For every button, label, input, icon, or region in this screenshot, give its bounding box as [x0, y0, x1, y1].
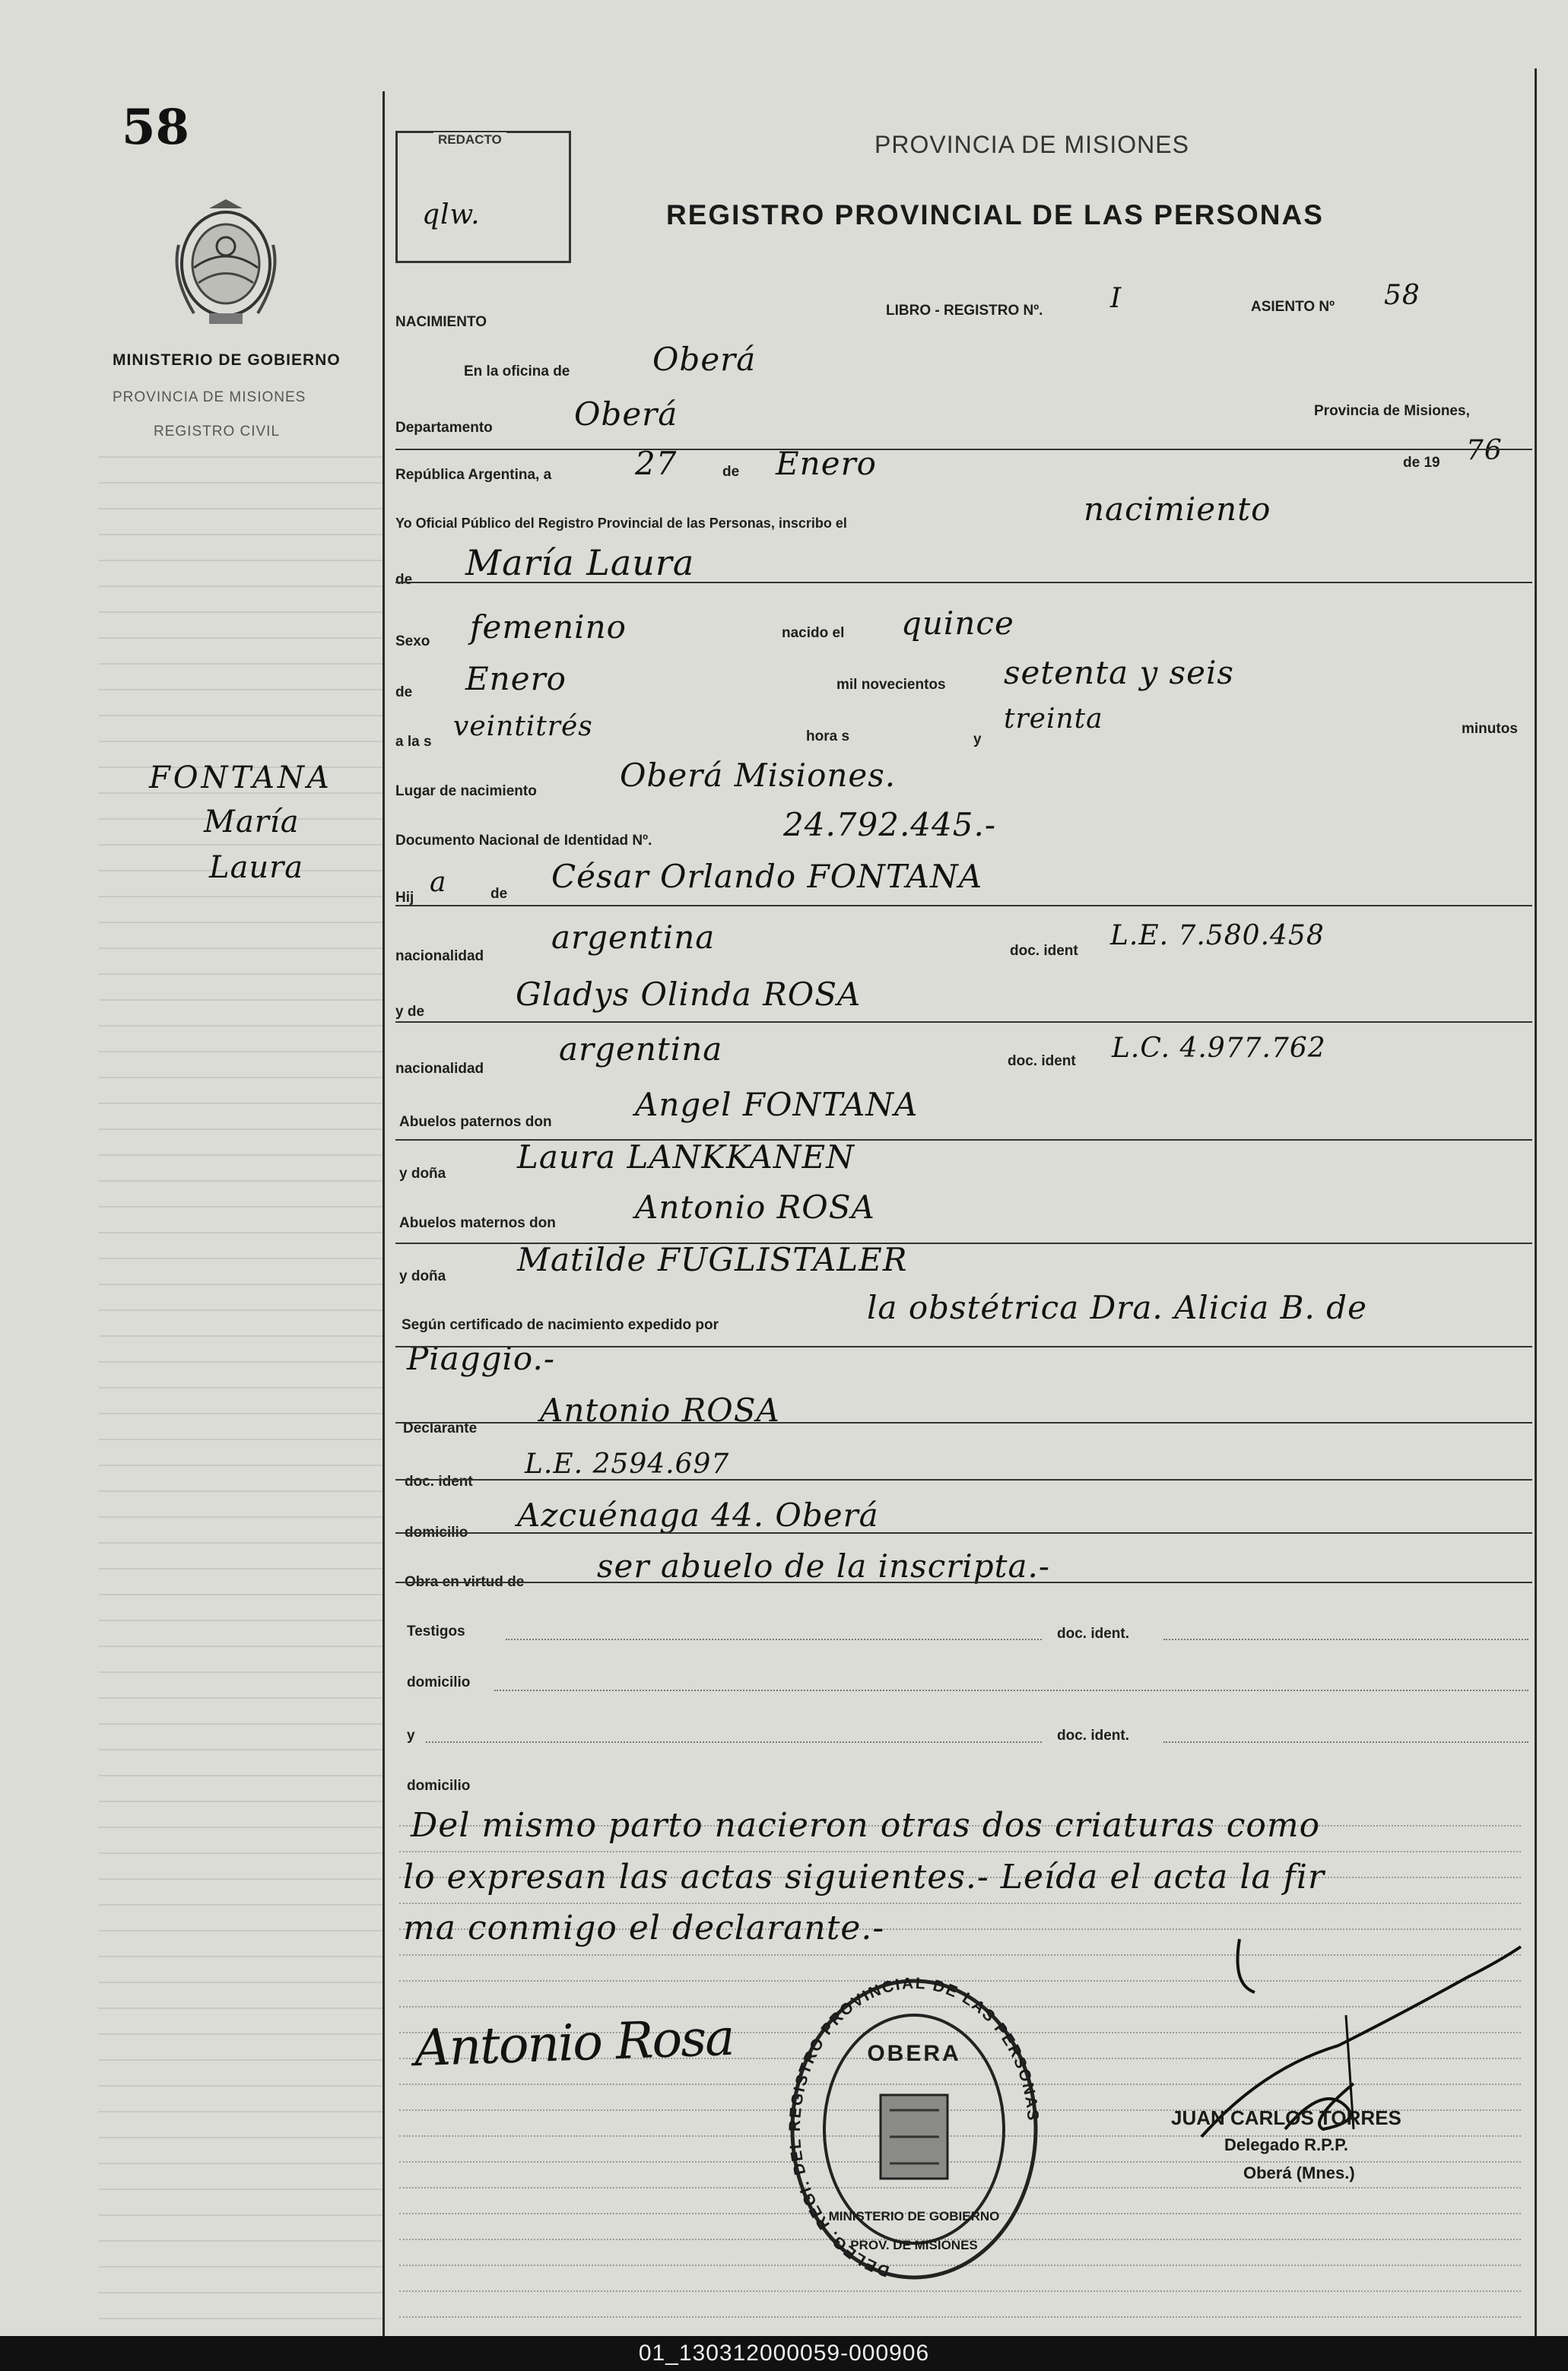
domicilio-label-2: domicilio [407, 1674, 471, 1690]
departamento-label: Departamento [395, 420, 493, 436]
abuelo-paterno-value: Angel FONTANA [635, 1086, 919, 1123]
doc-ident-label-4: doc. ident. [1057, 1728, 1129, 1744]
field-underline [395, 582, 1532, 583]
margin-note-surname: FONTANA [149, 760, 332, 795]
margin-rule [99, 1956, 384, 1957]
coat-of-arms-emblem [163, 199, 289, 332]
margin-rule [99, 1620, 384, 1621]
margin-rule [99, 482, 384, 484]
margin-rule [99, 2137, 384, 2138]
nombre-value: María Laura [465, 542, 695, 583]
margin-rule [99, 2318, 384, 2319]
margin-rule [99, 1646, 384, 1647]
margin-rule [99, 1982, 384, 1983]
margin-rule [99, 2188, 384, 2190]
provincia-label: Provincia de Misiones, [1314, 403, 1470, 419]
margin-rule [99, 611, 384, 613]
margin-note-second: Laura [209, 850, 304, 885]
margin-rule [99, 689, 384, 690]
margin-rule [99, 663, 384, 665]
doc-ident-dots-2 [1163, 1741, 1528, 1743]
hij-label: Hij [395, 890, 414, 906]
abuelo-materno-value: Antonio ROSA [635, 1189, 875, 1226]
de-label-3: de [395, 684, 413, 700]
margin-rule [99, 1361, 384, 1363]
margin-rule [99, 2111, 384, 2112]
margin-note-first: María [204, 805, 300, 840]
minutos-label: minutos [1462, 721, 1518, 737]
oficina-value: Oberá [652, 341, 757, 378]
margin-rule [99, 2266, 384, 2268]
dni-value: 24.792.445.- [783, 806, 997, 843]
margin-rule [99, 2240, 384, 2242]
registry-title: REGISTRO PROVINCIAL DE LAS PERSONAS [666, 199, 1324, 230]
hora-value: veintitrés [453, 711, 593, 742]
hij-value: a [430, 867, 447, 898]
minutos-value: treinta [1004, 703, 1103, 735]
margin-rule [99, 896, 384, 897]
certificado-label: Según certificado de nacimiento expedido por [402, 1317, 719, 1333]
ministry-label: MINISTERIO DE GOBIERNO [113, 351, 341, 369]
certificado-value: la obstétrica Dra. Alicia B. de [867, 1289, 1367, 1326]
scan-caption: 01_130312000059-000906 [0, 2336, 1568, 2371]
mes-value: Enero [776, 445, 877, 482]
margin-rule [99, 1852, 384, 1854]
margin-rule [99, 1154, 384, 1156]
libro-value: I [1110, 283, 1122, 314]
margin-rule [99, 947, 384, 949]
testigos-label: Testigos [407, 1624, 465, 1639]
lugar-label: Lugar de nacimiento [395, 783, 537, 799]
certificado-value-cont: Piaggio.- [407, 1340, 556, 1377]
margin-rule [99, 1801, 384, 1802]
declarante-label: Declarante [403, 1420, 478, 1436]
anio-value: 76 [1466, 435, 1503, 466]
hora-label: hora s [806, 728, 850, 744]
margin-rule [99, 1335, 384, 1337]
margin-rule [99, 1697, 384, 1699]
madre-nacionalidad-value: argentina [559, 1030, 723, 1068]
doc-ident-dots [1163, 1639, 1528, 1640]
declarante-doc-label: doc. ident [405, 1474, 473, 1490]
margin-rule [99, 1077, 384, 1078]
margin-rule [99, 560, 384, 561]
nacido-value: quince [901, 605, 1014, 642]
margin-rule [99, 1723, 384, 1725]
margin-rule [99, 844, 384, 846]
padre-value: César Orlando FONTANA [551, 858, 983, 895]
stamp-ministry: MINISTERIO DE GOBIERNO [828, 2209, 1000, 2223]
doc-ident-label-3: doc. ident. [1057, 1626, 1129, 1642]
margin-rule [99, 999, 384, 1001]
form-rule [399, 1851, 1521, 1852]
obra-label: Obra en virtud de [405, 1574, 525, 1590]
field-underline [395, 1346, 1532, 1347]
margin-rule [99, 637, 384, 639]
margin-rule [99, 1542, 384, 1544]
stamp-city: OBERA [867, 2041, 961, 2066]
margin-rule [99, 2214, 384, 2216]
departamento-value: Oberá [574, 395, 678, 433]
official-title: Delegado R.P.P. [1224, 2135, 1349, 2154]
asiento-label: ASIENTO Nº [1251, 299, 1335, 315]
anio-prefix: de 19 [1403, 455, 1440, 471]
margin-rule [99, 2033, 384, 2035]
official-name: JUAN CARLOS TORRES [1171, 2106, 1401, 2129]
libro-label: LIBRO - REGISTRO Nº. [886, 303, 1043, 319]
field-underline [395, 1532, 1532, 1534]
y-label-2: y [407, 1728, 415, 1744]
margin-rule [99, 1775, 384, 1776]
margin-rule [99, 973, 384, 975]
padre-nacionalidad-value: argentina [551, 919, 716, 956]
a-las-label: a la s [395, 734, 432, 750]
margin-rule [99, 534, 384, 535]
hij-de-label: de [490, 886, 508, 902]
declarante-value: Antonio ROSA [540, 1392, 780, 1429]
declarante-doc-value: L.E. 2594.697 [525, 1449, 730, 1480]
abuelos-maternos-label: Abuelos maternos don [399, 1215, 556, 1231]
registry-label-left: REGISTRO CIVIL [154, 424, 281, 440]
margin-rule [99, 1594, 384, 1595]
stamp-province: PROV. DE MISIONES [850, 2238, 978, 2252]
dni-label: Documento Nacional de Identidad Nº. [395, 833, 652, 849]
republica-label: República Argentina, a [395, 467, 552, 483]
margin-rule [99, 1025, 384, 1027]
abuela-paterna-value: Laura LANKKANEN [517, 1138, 855, 1176]
margin-rule [99, 1904, 384, 1906]
margin-rule [99, 508, 384, 509]
note-line-3: ma conmigo el declarante.- [403, 1909, 885, 1947]
form-rule [399, 1903, 1521, 1904]
y-de-label: y de [395, 1004, 425, 1020]
official-stamp [783, 1969, 1046, 2285]
abuela-materna-value: Matilde FUGLISTALER [517, 1241, 908, 1278]
margin-rule [99, 1930, 384, 1931]
lugar-value: Oberá Misiones. [620, 757, 897, 794]
dona-label: y doña [399, 1166, 446, 1182]
field-underline [395, 1479, 1532, 1481]
field-underline [395, 449, 1532, 450]
note-line-1: Del mismo parto nacieron otras dos criaturas como [411, 1806, 1321, 1845]
margin-rule [99, 1568, 384, 1570]
margin-rule [99, 2163, 384, 2164]
domicilio-label: domicilio [405, 1525, 468, 1541]
oficial-value: nacimiento [1084, 490, 1271, 528]
abuelos-paternos-label: Abuelos paternos don [399, 1114, 552, 1130]
margin-rule [99, 1128, 384, 1130]
field-underline [395, 1021, 1532, 1023]
field-underline [395, 1422, 1532, 1424]
testigo2-dots [426, 1741, 1042, 1743]
act-type-label: NACIMIENTO [395, 314, 487, 330]
margin-rule [99, 1284, 384, 1285]
margin-rule [99, 1749, 384, 1750]
madre-value: Gladys Olinda ROSA [516, 976, 862, 1013]
field-underline [395, 1139, 1532, 1141]
dia-value: 27 [635, 445, 678, 482]
sexo-value: femenino [470, 608, 627, 646]
padre-doc-value: L.E. 7.580.458 [1110, 920, 1325, 951]
margin-rule [99, 2292, 384, 2293]
doc-ident-label: doc. ident [1010, 943, 1078, 959]
domicilio-dots [494, 1690, 1528, 1691]
madre-doc-value: L.C. 4.977.762 [1112, 1033, 1326, 1064]
mil-label: mil novecientos [836, 677, 946, 693]
sexo-label: Sexo [395, 633, 430, 649]
margin-rule [99, 1258, 384, 1259]
margin-rule [99, 1465, 384, 1466]
field-underline [395, 1243, 1532, 1244]
de-label-2: de [395, 572, 413, 588]
official-place: Oberá (Mnes.) [1243, 2163, 1355, 2182]
margin-divider [382, 91, 385, 2336]
de-label: de [722, 464, 740, 480]
oficina-label: En la oficina de [464, 363, 570, 379]
domicilio-label-3: domicilio [407, 1778, 471, 1794]
nacionalidad-label-2: nacionalidad [395, 1061, 484, 1077]
obra-value: ser abuelo de la inscripta.- [597, 1547, 1051, 1585]
margin-rule [99, 1827, 384, 1828]
stamp-ring-text: DELEG. REGI. DEL REGISTRO PROVINCIAL DE LAS PERSONAS [786, 1974, 1042, 2281]
form-rule [399, 2290, 1521, 2292]
redacto-initials: qlw. [422, 199, 481, 230]
dona-label-2: y doña [399, 1268, 446, 1284]
margin-rule [99, 1439, 384, 1440]
page-number: 58 [122, 99, 190, 156]
margin-rule [99, 1051, 384, 1052]
margin-rule [99, 1387, 384, 1389]
nacido-label: nacido el [782, 625, 845, 641]
margin-rule [99, 1671, 384, 1673]
margin-rule [99, 922, 384, 923]
y-label: y [973, 732, 982, 747]
province-label-left: PROVINCIA DE MISIONES [113, 389, 306, 405]
testigos-dots [506, 1639, 1042, 1640]
province-heading: PROVINCIA DE MISIONES [874, 131, 1189, 158]
nacionalidad-label: nacionalidad [395, 948, 484, 964]
margin-rule [99, 1103, 384, 1104]
note-line-2: lo expresan las actas siguientes.- Leída el acta la fir [403, 1858, 1325, 1896]
margin-rule [99, 741, 384, 742]
margin-rule [99, 1490, 384, 1492]
redacto-label: REDACTO [433, 132, 506, 148]
declarant-signature: Antonio Rosa [413, 2008, 735, 2078]
margin-rule [99, 456, 384, 458]
asiento-value: 58 [1384, 280, 1420, 311]
form-rule [399, 2316, 1521, 2318]
doc-ident-label-2: doc. ident [1008, 1053, 1076, 1069]
margin-rule [99, 1516, 384, 1518]
domicilio-value: Azcuénaga 44. Oberá [517, 1497, 879, 1534]
margin-rule [99, 1180, 384, 1182]
field-underline [395, 1582, 1532, 1583]
redacto-box [395, 131, 571, 263]
mes-nacimiento-value: Enero [465, 660, 567, 697]
margin-rule [99, 1413, 384, 1414]
margin-rule [99, 1206, 384, 1208]
margin-rule [99, 1232, 384, 1233]
oficial-label: Yo Oficial Público del Registro Provincial de las Personas, inscribo el [395, 516, 847, 531]
margin-rule [99, 1309, 384, 1311]
margin-rule [99, 2008, 384, 2009]
anio-nacimiento-value: setenta y seis [1004, 654, 1234, 691]
margin-rule [99, 1878, 384, 1880]
margin-rule [99, 715, 384, 716]
margin-rule [99, 2059, 384, 2061]
margin-rule [99, 2085, 384, 2087]
field-underline [395, 905, 1532, 906]
margin-rule [99, 586, 384, 587]
